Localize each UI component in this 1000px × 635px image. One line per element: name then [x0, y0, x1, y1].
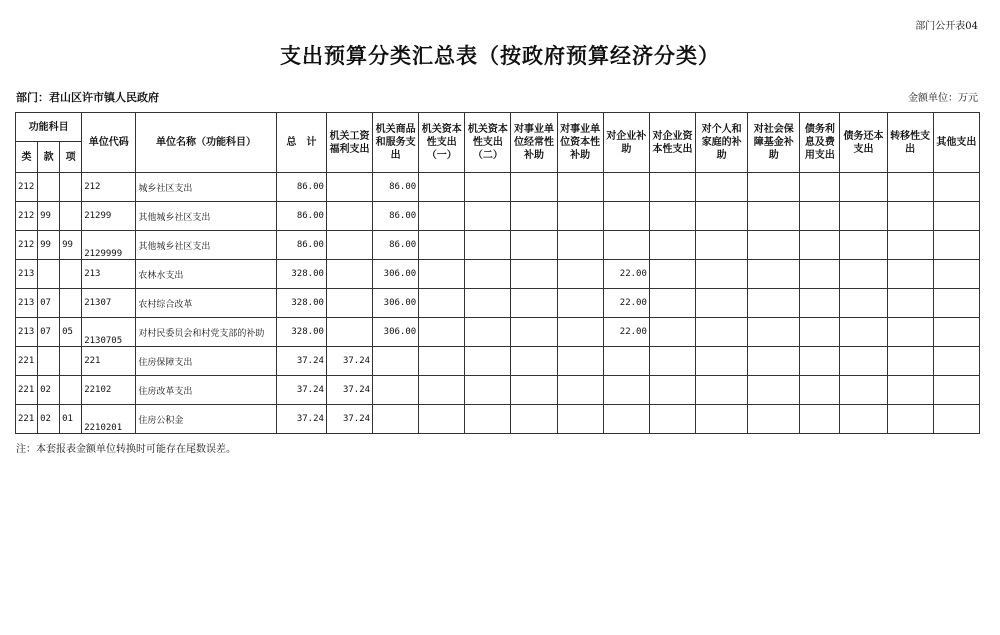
cell-amount: [649, 173, 695, 202]
cell-amount: [419, 376, 465, 405]
cell-amount: [840, 347, 887, 376]
cell-amount: [933, 202, 979, 231]
cell-unit-name: 住房改革支出: [136, 376, 276, 405]
cell-amount: [511, 318, 557, 347]
cell-amount: [511, 347, 557, 376]
cell-amount: [840, 173, 887, 202]
table-row: [16, 231, 980, 260]
cell-kuan: 02: [38, 376, 60, 405]
table-row: [16, 347, 980, 376]
cell-amount: [748, 376, 800, 405]
cell-kuan: [38, 173, 60, 202]
cell-amount: [465, 347, 511, 376]
cell-amount: [840, 260, 887, 289]
cell-amount: [933, 405, 979, 434]
cell-amount: [326, 318, 372, 347]
cell-amount: 306.00: [373, 318, 419, 347]
cell-amount: 22.00: [603, 260, 649, 289]
cell-kuan: 07: [38, 289, 60, 318]
cell-amount: [511, 289, 557, 318]
cell-amount: [419, 260, 465, 289]
cell-amount: [603, 231, 649, 260]
cell-amount: [465, 376, 511, 405]
cell-amount: [696, 376, 748, 405]
cell-amount: 37.24: [326, 405, 372, 434]
cell-amount: [419, 405, 465, 434]
table-row: [16, 173, 980, 202]
cell-unit-name: 住房保障支出: [136, 347, 276, 376]
cell-amount: [557, 202, 603, 231]
cell-amount: 86.00: [373, 202, 419, 231]
budget-table: [15, 112, 980, 434]
cell-amount: [326, 173, 372, 202]
cell-amount: 86.00: [276, 231, 326, 260]
cell-kuan: [38, 347, 60, 376]
cell-amount: [933, 260, 979, 289]
cell-unit-name: 住房公积金: [136, 405, 276, 434]
cell-amount: [887, 347, 933, 376]
cell-kuan: 02: [38, 405, 60, 434]
cell-kuan: 07: [38, 318, 60, 347]
cell-amount: [649, 260, 695, 289]
cell-lei: 213: [16, 318, 38, 347]
cell-amount: [557, 173, 603, 202]
cell-unit-code: 2129999: [82, 231, 136, 260]
cell-lei: 221: [16, 347, 38, 376]
cell-lei: 221: [16, 405, 38, 434]
col-header-transfer: 转移性支出: [887, 113, 933, 173]
cell-amount: [696, 405, 748, 434]
cell-amount: [419, 289, 465, 318]
cell-amount: [465, 173, 511, 202]
department-label: 部门：君山区许市镇人民政府: [16, 91, 159, 104]
cell-amount: [748, 231, 800, 260]
cell-amount: [696, 202, 748, 231]
col-header-inst-capital-subsidy: 对事业单位资本性补助: [557, 113, 603, 173]
cell-amount: [557, 260, 603, 289]
cell-lei: 212: [16, 173, 38, 202]
cell-amount: [419, 173, 465, 202]
col-header-other: 其他支出: [933, 113, 979, 173]
cell-amount: [603, 376, 649, 405]
cell-amount: [748, 202, 800, 231]
cell-xiang: [60, 376, 82, 405]
cell-amount: [887, 405, 933, 434]
table-row: [16, 318, 980, 347]
col-header-goods-services: 机关商品和服务支出: [373, 113, 419, 173]
cell-xiang: [60, 202, 82, 231]
cell-amount: [557, 289, 603, 318]
col-header-inst-regular-subsidy: 对事业单位经常性补助: [511, 113, 557, 173]
col-header-debt-interest: 债务利息及费用支出: [800, 113, 840, 173]
cell-amount: 37.24: [276, 405, 326, 434]
cell-amount: [419, 318, 465, 347]
cell-unit-code: 212: [82, 173, 136, 202]
cell-amount: [649, 289, 695, 318]
cell-kuan: 99: [38, 202, 60, 231]
cell-amount: 306.00: [373, 289, 419, 318]
col-header-xiang: 项: [60, 142, 82, 173]
cell-amount: [840, 231, 887, 260]
cell-amount: [603, 405, 649, 434]
cell-amount: [840, 318, 887, 347]
cell-xiang: [60, 260, 82, 289]
cell-lei: 213: [16, 289, 38, 318]
cell-amount: [933, 231, 979, 260]
cell-xiang: 01: [60, 405, 82, 434]
cell-unit-name: 其他城乡社区支出: [136, 231, 276, 260]
cell-amount: [933, 173, 979, 202]
cell-amount: 86.00: [373, 231, 419, 260]
cell-amount: 86.00: [276, 202, 326, 231]
cell-amount: [800, 376, 840, 405]
cell-amount: [419, 231, 465, 260]
cell-amount: [933, 347, 979, 376]
cell-amount: [933, 376, 979, 405]
cell-amount: [465, 260, 511, 289]
cell-amount: 22.00: [603, 289, 649, 318]
col-header-unit-name: 单位名称（功能科目）: [136, 113, 276, 173]
cell-amount: [933, 289, 979, 318]
cell-amount: [887, 289, 933, 318]
col-header-kuan: 款: [38, 142, 60, 173]
cell-amount: [326, 260, 372, 289]
cell-amount: [800, 405, 840, 434]
header-row-1: [16, 113, 980, 142]
cell-amount: [326, 231, 372, 260]
cell-amount: [800, 173, 840, 202]
cell-amount: [557, 347, 603, 376]
table-row: [16, 202, 980, 231]
cell-amount: 86.00: [276, 173, 326, 202]
cell-amount: [603, 347, 649, 376]
cell-xiang: [60, 289, 82, 318]
cell-kuan: [38, 260, 60, 289]
cell-amount: [603, 173, 649, 202]
cell-amount: [887, 231, 933, 260]
cell-kuan: 99: [38, 231, 60, 260]
cell-lei: 221: [16, 376, 38, 405]
cell-amount: [800, 318, 840, 347]
cell-amount: [419, 202, 465, 231]
cell-amount: [840, 405, 887, 434]
col-header-capital-2: 机关资本性支出（二）: [465, 113, 511, 173]
unit-label: 金额单位：万元: [908, 93, 978, 104]
cell-amount: [373, 376, 419, 405]
cell-amount: [748, 405, 800, 434]
cell-amount: [419, 347, 465, 376]
cell-amount: [748, 260, 800, 289]
cell-amount: 328.00: [276, 318, 326, 347]
cell-amount: [748, 173, 800, 202]
cell-amount: [887, 318, 933, 347]
footer-note: 注：本套报表金额单位转换时可能存在尾数误差。: [16, 444, 236, 455]
cell-amount: 22.00: [603, 318, 649, 347]
cell-amount: [511, 260, 557, 289]
cell-amount: [373, 405, 419, 434]
cell-amount: [511, 405, 557, 434]
cell-amount: [933, 318, 979, 347]
cell-unit-name: 其他城乡社区支出: [136, 202, 276, 231]
col-header-debt-principal: 债务还本支出: [840, 113, 887, 173]
cell-amount: [887, 260, 933, 289]
cell-unit-code: 21307: [82, 289, 136, 318]
cell-amount: 306.00: [373, 260, 419, 289]
cell-amount: 37.24: [326, 376, 372, 405]
cell-amount: [649, 376, 695, 405]
cell-amount: [557, 231, 603, 260]
cell-unit-name: 对村民委员会和村党支部的补助: [136, 318, 276, 347]
cell-amount: [800, 347, 840, 376]
col-header-unit-code: 单位代码: [82, 113, 136, 173]
cell-amount: [465, 202, 511, 231]
cell-amount: 328.00: [276, 289, 326, 318]
cell-unit-code: 2210201: [82, 405, 136, 434]
cell-amount: 328.00: [276, 260, 326, 289]
cell-amount: [511, 231, 557, 260]
cell-amount: 37.24: [276, 347, 326, 376]
table-row: [16, 376, 980, 405]
cell-xiang: [60, 347, 82, 376]
cell-xiang: [60, 173, 82, 202]
table-row: [16, 289, 980, 318]
cell-amount: [465, 231, 511, 260]
cell-amount: [696, 289, 748, 318]
cell-unit-name: 农村综合改革: [136, 289, 276, 318]
cell-amount: 86.00: [373, 173, 419, 202]
cell-amount: [326, 289, 372, 318]
cell-amount: [557, 376, 603, 405]
col-header-enterprise-subsidy: 对企业补助: [603, 113, 649, 173]
cell-unit-code: 2130705: [82, 318, 136, 347]
cell-amount: [511, 376, 557, 405]
cell-unit-code: 221: [82, 347, 136, 376]
cell-amount: [696, 260, 748, 289]
cell-amount: [748, 347, 800, 376]
cell-amount: [465, 289, 511, 318]
function-subject-header: 功能科目: [16, 113, 82, 142]
cell-amount: [696, 173, 748, 202]
cell-amount: 37.24: [326, 347, 372, 376]
cell-amount: [887, 202, 933, 231]
cell-amount: [649, 347, 695, 376]
col-header-lei: 类: [16, 142, 38, 173]
cell-unit-name: 城乡社区支出: [136, 173, 276, 202]
cell-xiang: 05: [60, 318, 82, 347]
table-row: [16, 405, 980, 434]
cell-amount: [557, 318, 603, 347]
col-header-capital-1: 机关资本性支出（一）: [419, 113, 465, 173]
cell-amount: [373, 347, 419, 376]
cell-amount: [748, 289, 800, 318]
col-header-personal-subsidy: 对个人和家庭的补助: [696, 113, 748, 173]
cell-unit-code: 213: [82, 260, 136, 289]
cell-unit-name: 农林水支出: [136, 260, 276, 289]
cell-amount: [557, 405, 603, 434]
cell-amount: [840, 202, 887, 231]
cell-amount: [800, 260, 840, 289]
cell-amount: [465, 318, 511, 347]
cell-amount: [840, 376, 887, 405]
cell-amount: [326, 202, 372, 231]
cell-lei: 213: [16, 260, 38, 289]
cell-amount: [603, 202, 649, 231]
table-row: [16, 260, 980, 289]
col-header-salary: 机关工资福利支出: [326, 113, 372, 173]
cell-amount: [748, 318, 800, 347]
cell-amount: [649, 405, 695, 434]
cell-amount: [800, 289, 840, 318]
cell-amount: [800, 202, 840, 231]
cell-amount: 37.24: [276, 376, 326, 405]
col-header-enterprise-capital: 对企业资本性支出: [649, 113, 695, 173]
cell-amount: [696, 318, 748, 347]
col-header-total: 总 计: [276, 113, 326, 173]
cell-lei: 212: [16, 231, 38, 260]
cell-amount: [696, 231, 748, 260]
cell-amount: [887, 173, 933, 202]
cell-amount: [511, 173, 557, 202]
cell-amount: [511, 202, 557, 231]
cell-lei: 212: [16, 202, 38, 231]
cell-amount: [649, 318, 695, 347]
form-code: 部门公开表04: [915, 21, 978, 32]
cell-amount: [649, 202, 695, 231]
cell-amount: [800, 231, 840, 260]
cell-amount: [649, 231, 695, 260]
cell-amount: [887, 376, 933, 405]
cell-amount: [696, 347, 748, 376]
col-header-social-security: 对社会保障基金补助: [748, 113, 800, 173]
cell-xiang: 99: [60, 231, 82, 260]
cell-unit-code: 21299: [82, 202, 136, 231]
cell-unit-code: 22102: [82, 376, 136, 405]
cell-amount: [840, 289, 887, 318]
page-title: 支出预算分类汇总表（按政府预算经济分类）: [280, 43, 720, 68]
cell-amount: [465, 405, 511, 434]
